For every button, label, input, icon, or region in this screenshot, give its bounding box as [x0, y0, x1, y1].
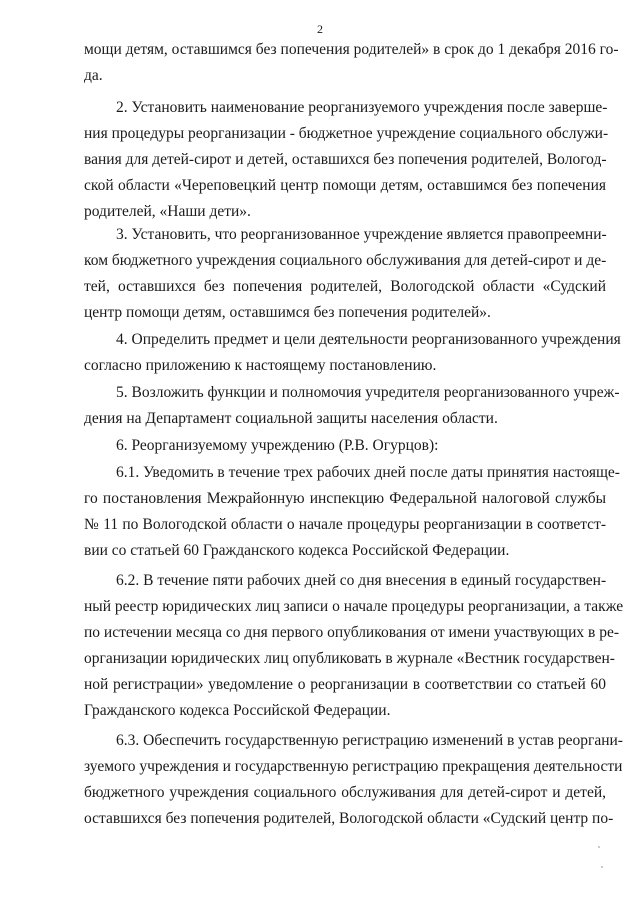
paragraph-5-start: 5. Возложить функции и полномочия учредителя реорганизованного учреж-	[116, 384, 620, 401]
text-line: оставшихся без попечения родителей, Вологодской области «Судский центр по-	[84, 810, 614, 827]
text-line: по истечении месяца со дня первого опубликования от имени участвующих в ре-	[84, 624, 619, 641]
text-line: Гражданского кодекса Российской Федерации.	[84, 702, 391, 719]
text-line: ный реестр юридических лиц записи о начале процедуры реорганизации, а также	[84, 598, 624, 615]
text-line: центр помощи детям, оставшимся без попечения родителей».	[84, 304, 491, 321]
text-line: тей, оставшихся без попечения родителей, Вологодской области «Судский	[84, 278, 606, 295]
page-number: 2	[317, 22, 323, 36]
paragraph-2-start: 2. Установить наименование реорганизуемого учреждения после заверше-	[116, 99, 608, 116]
text-line: ком бюджетного учреждения социального обслуживания для детей-сирот и де-	[84, 252, 607, 269]
text-line: вания для детей-сирот и детей, оставшихся без попечения родителей, Вологод-	[84, 151, 607, 168]
scan-speck	[598, 846, 600, 848]
paragraph-6-start: 6. Реорганизуемому учреждению (Р.В. Огурцов):	[116, 437, 439, 454]
text-line: согласно приложению к настоящему постановлению.	[84, 357, 437, 374]
text-line: ния процедуры реорганизации - бюджетное учреждение социального обслужи-	[84, 125, 609, 142]
paragraph-3-start: 3. Установить, что реорганизованное учреждение является правопреемни-	[116, 226, 607, 243]
scan-speck	[601, 866, 603, 868]
text-line: го постановления Межрайонную инспекцию Федеральной налоговой службы	[84, 490, 606, 507]
text-line: мощи детям, оставшимся без попечения родителей» в срок до 1 декабря 2016 го-	[84, 41, 619, 58]
text-line: зуемого учреждения и государственную регистрацию прекращения деятельности	[84, 758, 623, 775]
text-line: № 11 по Вологодской области о начале процедуры реорганизации в соответст-	[84, 516, 606, 533]
text-line: родителей, «Наши дети».	[84, 203, 251, 220]
paragraph-4-start: 4. Определить предмет и цели деятельности реорганизованного учреждения	[116, 331, 621, 348]
text-line: вии со статьей 60 Гражданского кодекса Российской Федерации.	[84, 542, 510, 559]
clause-6-1-start: 6.1. Уведомить в течение трех рабочих дней после даты принятия настояще-	[116, 464, 620, 481]
text-line: дения на Департамент социальной защиты населения области.	[84, 410, 498, 427]
clause-6-3-start: 6.3. Обеспечить государственную регистрацию изменений в устав реоргани-	[116, 732, 623, 749]
clause-6-2-start: 6.2. В течение пяти рабочих дней со дня внесения в единый государствен-	[116, 572, 607, 589]
text-line: бюджетного учреждения социального обслуживания для детей-сирот и детей,	[84, 784, 606, 801]
text-line: ской области «Череповецкий центр помощи детям, оставшимся без попечения	[84, 177, 606, 194]
text-line: организации юридических лиц опубликовать в журнале «Вестник государствен-	[84, 650, 615, 667]
text-line: ной регистрации» уведомление о реорганизации в соответствии со статьей 60	[84, 676, 606, 693]
text-line: да.	[84, 67, 103, 84]
